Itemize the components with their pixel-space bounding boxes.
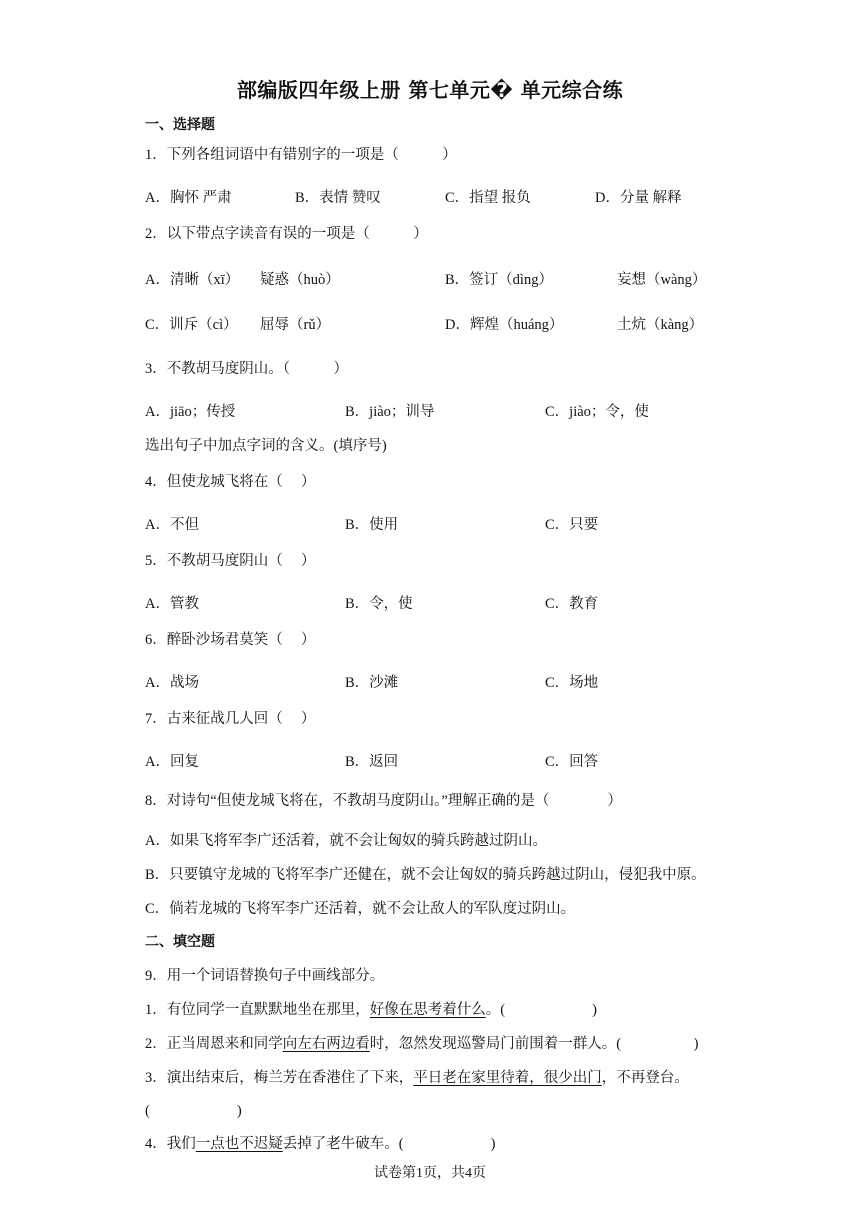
q1-option-a: A．胸怀 严肃 xyxy=(145,190,232,206)
q9-s2-suffix: 时，忽然发现巡警局门前围着一群人。( ) xyxy=(369,1036,699,1052)
q2-option-b2: 妄想（wàng） xyxy=(617,272,707,288)
q4-option-c: C．只要 xyxy=(545,517,599,533)
question-9: 9．用一个词语替换句子中画线部分。 xyxy=(145,968,385,984)
q3-option-c: C．jiào；令，使 xyxy=(545,404,649,420)
q9-s2-underlined: 向左右两边看 xyxy=(282,1036,370,1052)
instruction-text: 选出句子中加点字词的含义。(填序号) xyxy=(145,438,387,454)
q9-s1-prefix: 1．有位同学一直默默地坐在那里， xyxy=(145,1002,370,1018)
page-footer: 试卷第1页，共4页 xyxy=(374,1166,486,1181)
q9-s4-prefix: 4．我们 xyxy=(145,1136,196,1152)
q6-option-a: A．战场 xyxy=(145,675,199,691)
q1-option-d: D．分量 解释 xyxy=(595,190,682,206)
q7-option-a: A．回复 xyxy=(145,754,199,770)
q6-option-b: B．沙滩 xyxy=(345,675,399,691)
q7-option-b: B．返回 xyxy=(345,754,399,770)
q5-option-c: C．教育 xyxy=(545,596,599,612)
question-3: 3．不教胡马度阴山。（ ） xyxy=(145,361,348,377)
q3-option-b: B．jiào；训导 xyxy=(345,404,435,420)
q1-option-b: B．表情 赞叹 xyxy=(295,190,381,206)
q9-sentence-3 xyxy=(145,1066,689,1087)
question-7: 7．古来征战几人回（ ） xyxy=(145,711,316,727)
q2-option-a2: 疑惑（huò） xyxy=(260,272,340,288)
q9-sentence-4 xyxy=(145,1132,495,1153)
question-5: 5．不教胡马度阴山（ ） xyxy=(145,553,316,569)
q5-option-a: A．管教 xyxy=(145,596,199,612)
q9-s3-prefix: 3．演出结束后，梅兰芳在香港住了下来， xyxy=(145,1070,414,1086)
q2-option-c1: C．训斥（cì） xyxy=(145,317,238,333)
section-heading-fill: 二、填空题 xyxy=(145,934,215,950)
q9-s4-underlined: 一点也不迟疑 xyxy=(195,1136,283,1152)
q2-option-b1: B．签订（dìng） xyxy=(445,272,553,288)
q9-sentence-1 xyxy=(145,998,597,1019)
q9-s3-underlined: 平日老在家里待着，很少出门 xyxy=(413,1070,602,1086)
q2-option-d1: D．辉煌（huáng） xyxy=(445,317,564,333)
q8-option-c: C．倘若龙城的飞将军李广还活着，就不会让敌人的军队度过阴山。 xyxy=(145,901,576,917)
q2-option-a1: A．清晰（xī） xyxy=(145,272,240,288)
q8-option-a: A．如果飞将军李广还活着，就不会让匈奴的骑兵跨越过阴山。 xyxy=(145,833,547,849)
question-6: 6．醉卧沙场君莫笑（ ） xyxy=(145,632,316,648)
page-title: 部编版四年级上册 第七单元� 单元综合练 xyxy=(236,78,624,102)
q9-s3-answer-blank: ( ) xyxy=(145,1103,242,1119)
q6-option-c: C．场地 xyxy=(545,675,599,691)
q8-option-b: B．只要镇守龙城的飞将军李广还健在，就不会让匈奴的骑兵跨越过阴山，侵犯我中原。 xyxy=(145,867,706,883)
q5-option-b: B．令，使 xyxy=(345,596,413,612)
question-4: 4．但使龙城飞将在（ ） xyxy=(145,474,316,490)
q9-s4-suffix: 丢掉了老牛破车。( ) xyxy=(282,1136,496,1152)
q2-option-d2: 土炕（kàng） xyxy=(617,317,704,333)
q9-s1-suffix: 。( ) xyxy=(485,1002,597,1018)
q7-option-c: C．回答 xyxy=(545,754,599,770)
section-heading-choice: 一、选择题 xyxy=(145,117,215,133)
q9-s1-underlined: 好像在思考着什么 xyxy=(369,1002,486,1018)
q3-option-a: A．jiāo；传授 xyxy=(145,404,236,420)
q1-option-c: C．指望 报负 xyxy=(445,190,531,206)
q9-sentence-2 xyxy=(145,1032,698,1053)
q9-s3-suffix: ，不再登台。 xyxy=(601,1070,689,1086)
q9-s2-prefix: 2．正当周恩来和同学 xyxy=(145,1036,283,1052)
question-8: 8．对诗句“但使龙城飞将在，不教胡马度阴山。”理解正确的是（ ） xyxy=(145,793,622,809)
q2-option-c2: 屈辱（rǔ） xyxy=(260,317,331,333)
q4-option-a: A．不但 xyxy=(145,517,199,533)
question-2: 2．以下带点字读音有误的一项是（ ） xyxy=(145,226,428,242)
question-1: 1．下列各组词语中有错别字的一项是（ ） xyxy=(145,147,457,163)
q4-option-b: B．使用 xyxy=(345,517,399,533)
